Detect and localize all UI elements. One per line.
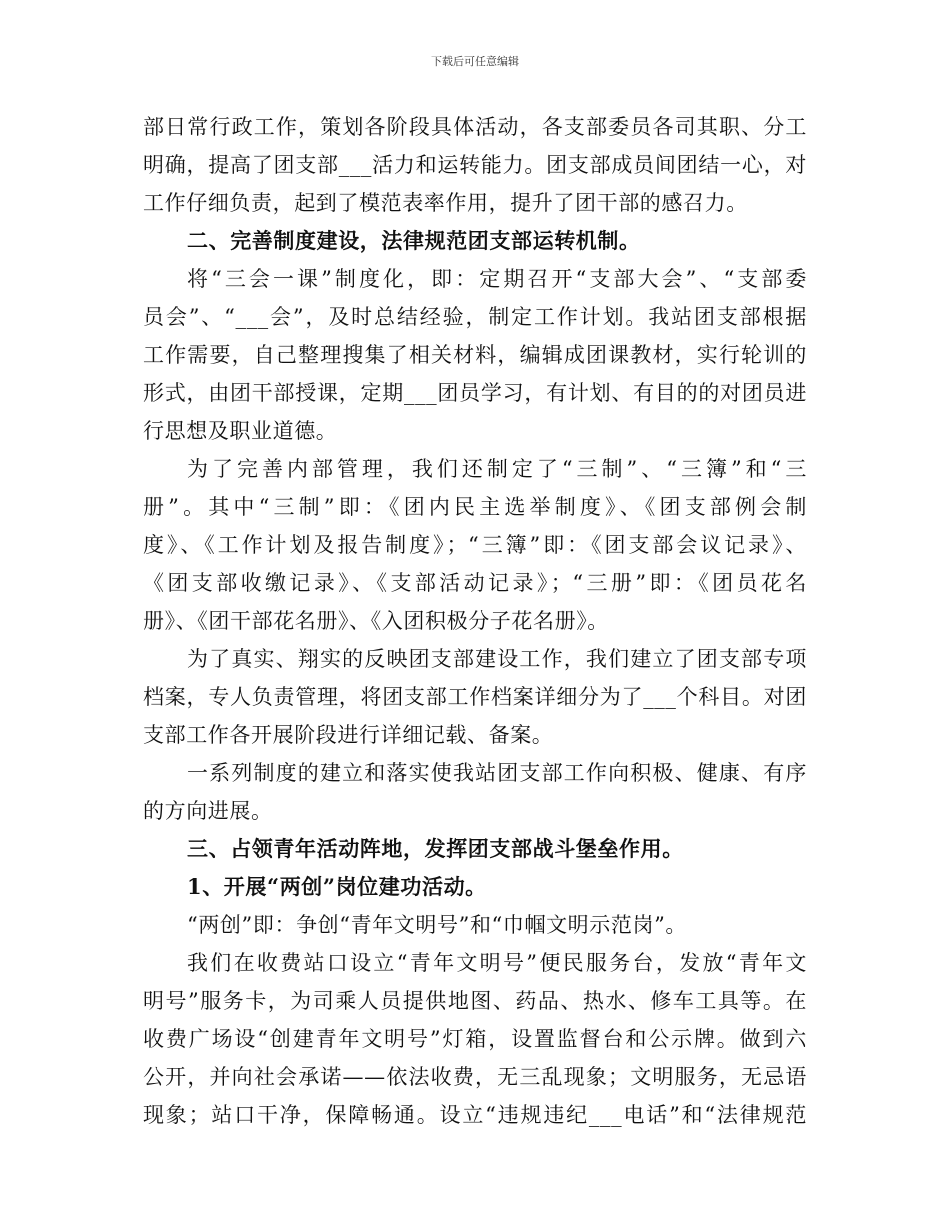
text-line: 的方向进展。 [143,799,273,823]
text-line: 现象；站口干净，保障畅通。设立“违规违纪___电话”和“法律规范 [143,1103,807,1127]
text-line: 档案，专人负责管理，将团支部工作档案详细分为了___个科目。对团 [143,685,807,709]
text-line: 《团支部收缴记录》、《支部活动记录》；“三册”即：《团员花名 [143,571,807,595]
text-line: 一系列制度的建立和落实使我站团支部工作向积极、健康、有序 [187,761,807,785]
text-line: 我们在收费站口设立“青年文明号”便民服务台，发放“青年文 [187,951,807,975]
text-line: 为了完善内部管理，我们还制定了“三制”、“三簿”和“三 [187,457,807,481]
section-heading: 三、占领青年活动阵地，发挥团支部战斗堡垒作用。 [187,836,684,861]
page-header: 下载后可任意编辑 [431,55,519,68]
text-line: 支部工作各开展阶段进行详细记载、备案。 [143,723,554,747]
text-line: 工作仔细负责，起到了模范表率作用，提升了团干部的感召力。 [143,191,748,215]
text-line: 部日常行政工作，策划各阶段具体活动，各支部委员各司其职、分工 [143,115,807,139]
subsection-heading: 1、开展“两创”岗位建功活动。 [187,874,487,899]
text-line: 形式，由团干部授课，定期___团员学习，有计划、有目的的对团员进 [143,381,807,405]
text-line: 公开，并向社会承诺——依法收费，无三乱现象；文明服务，无忌语 [143,1065,807,1089]
text-line: 明确，提高了团支部___活力和运转能力。团支部成员间团结一心，对 [143,153,807,177]
text-line: 册”。其中“三制”即：《团内民主选举制度》、《团支部例会制 [143,495,807,519]
document-body [143,108,807,1134]
text-line: 收费广场设“创建青年文明号”灯箱，设置监督台和公示牌。做到六 [143,1027,807,1051]
text-line: 员会”、“___会”，及时总结经验，制定工作计划。我站团支部根据 [143,305,807,329]
text-line: “两创”即：争创“青年文明号”和“巾帼文明示范岗”。 [187,913,688,937]
section-heading: 二、完善制度建设，法律规范团支部运转机制。 [187,228,641,253]
text-line: 册》、《团干部花名册》、《入团积极分子花名册》。 [143,609,609,633]
text-line: 明号”服务卡，为司乘人员提供地图、药品、热水、修车工具等。在 [143,989,807,1013]
text-line: 度》、《工作计划及报告制度》；“三簿”即：《团支部会议记录》、 [143,533,807,557]
text-line: 将“三会一课”制度化，即：定期召开“支部大会”、“支部委 [187,267,807,291]
text-line: 为了真实、翔实的反映团支部建设工作，我们建立了团支部专项 [187,647,807,671]
text-line: 行思想及职业道德。 [143,419,338,443]
text-line: 工作需要，自己整理搜集了相关材料，编辑成团课教材，实行轮训的 [143,343,807,367]
